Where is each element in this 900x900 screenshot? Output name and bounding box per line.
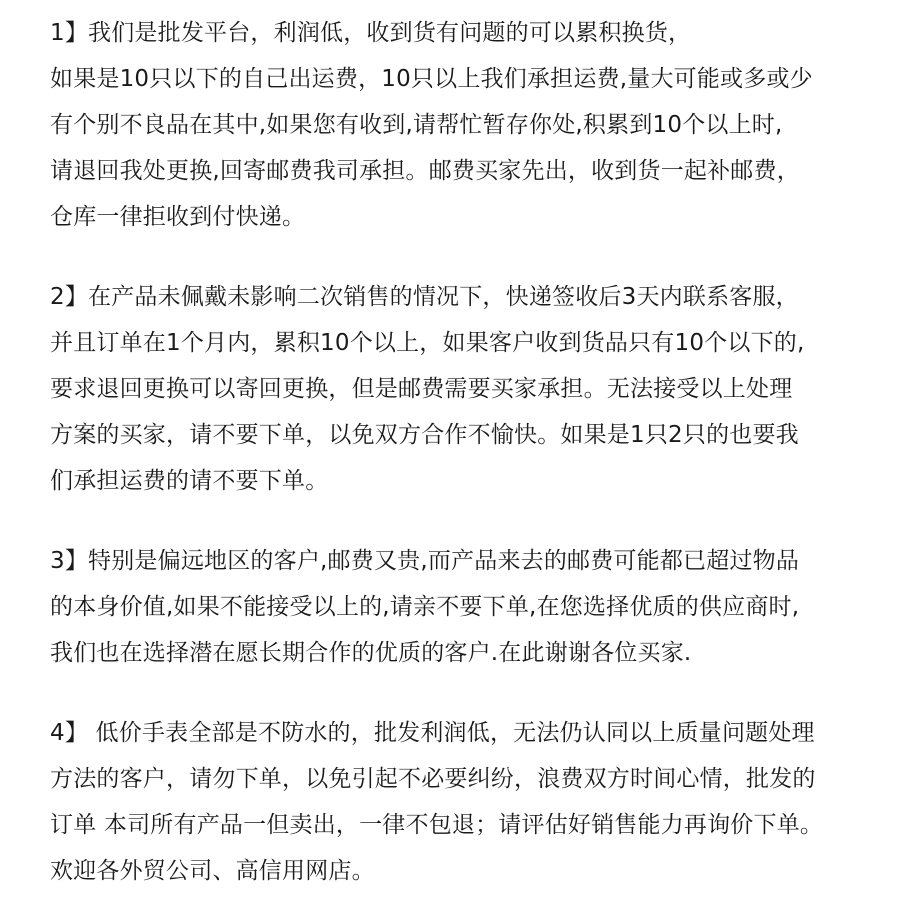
paragraph-line: 仓库一律拒收到付快递。 [50,204,306,230]
paragraph-line: 4】 低价手表全部是不防水的，批发利润低，无法仍认同以上质量问题处理 [50,720,815,746]
policy-paragraph-1 [50,10,890,240]
paragraph-line: 我们也在选择潜在愿长期合作的优质的客户.在此谢谢各位买家. [50,640,692,666]
policy-paragraph-4 [50,710,890,894]
paragraph-line: 的本身价值,如果不能接受以上的,请亲不要下单,在您选择优质的供应商时, [50,594,800,620]
paragraph-line: 1】我们是批发平台，利润低，收到货有问题的可以累积换货， [50,20,692,46]
paragraph-line: 请退回我处更换,回寄邮费我司承担。邮费买家先出，收到货一起补邮费， [50,158,800,184]
policy-paragraph-2 [50,274,890,504]
paragraph-line: 要求退回更换可以寄回更换，但是邮费需要买家承担。无法接受以上处理 [50,376,793,402]
policy-paragraph-3 [50,538,890,676]
paragraph-line: 2】在产品未佩戴未影响二次销售的情况下，快递签收后3天内联系客服， [50,284,799,310]
paragraph-line: 方法的客户，请勿下单，以免引起不必要纠纷，浪费双方时间心情，批发的 [50,766,816,792]
paragraph-line: 如果是10只以下的自己出运费，10只以上我们承担运费,量大可能或多或少 [50,66,813,92]
paragraph-line: 们承担运费的请不要下单。 [50,468,329,494]
paragraph-line: 欢迎各外贸公司、高信用网店。 [50,858,375,884]
paragraph-line: 有个别不良品在其中,如果您有收到,请帮忙暂存你处,积累到10个以上时, [50,112,783,138]
paragraph-line: 3】特别是偏远地区的客户,邮费又贵,而产品来去的邮费可能都已超过物品 [50,548,800,574]
paragraph-line: 并且订单在1个月内，累积10个以上，如果客户收到货品只有10个以下的, [50,330,805,356]
paragraph-line: 方案的买家，请不要下单，以免双方合作不愉快。如果是1只2只的也要我 [50,422,799,448]
paragraph-line: 订单 本司所有产品一但卖出，一律不包退；请评估好销售能力再询价下单。 [50,812,824,838]
